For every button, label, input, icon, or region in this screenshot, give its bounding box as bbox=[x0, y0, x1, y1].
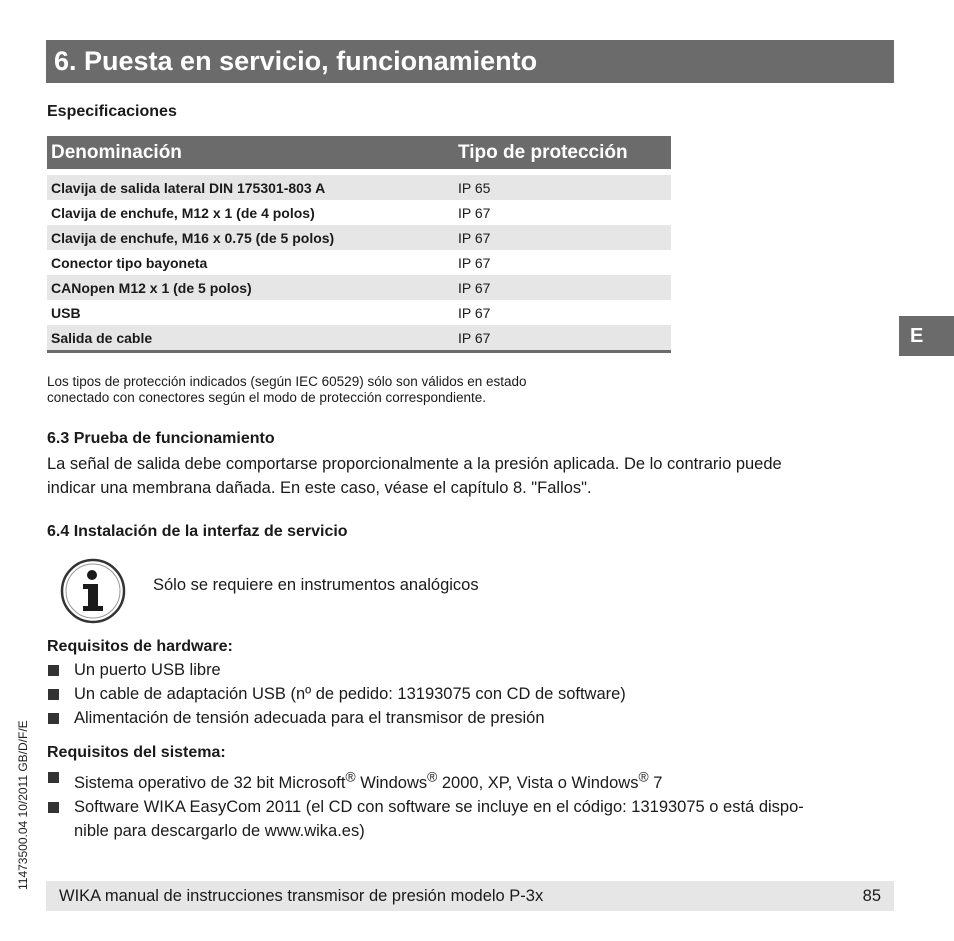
cell-denomination: Conector tipo bayoneta bbox=[51, 254, 208, 271]
bullet-square-icon bbox=[48, 802, 59, 813]
bullet-square-icon bbox=[48, 689, 59, 700]
table-row bbox=[47, 250, 671, 275]
cell-denomination: CANopen M12 x 1 (de 5 polos) bbox=[47, 275, 454, 300]
cell-protection: IP 67 bbox=[454, 325, 671, 352]
cell-protection: IP 67 bbox=[458, 204, 491, 221]
system-requirements-list bbox=[47, 765, 897, 843]
table-row bbox=[47, 275, 671, 300]
list-item-text: Un puerto USB libre bbox=[74, 661, 221, 679]
cell-protection: IP 67 bbox=[458, 254, 491, 271]
cell-denomination: Clavija de enchufe, M16 x 0.75 (de 5 polos) bbox=[47, 225, 454, 250]
hardware-requirements-heading: Requisitos de hardware: bbox=[47, 638, 233, 655]
table-header-row bbox=[47, 136, 671, 169]
text-line: La señal de salida debe comportarse proporcionalmente a la presión aplicada. De lo contrario puede bbox=[47, 455, 782, 473]
text-fragment: Windows bbox=[355, 773, 428, 792]
info-text: Sólo se requiere en instrumentos analógicos bbox=[153, 576, 479, 594]
note-line: conectado con conectores según el modo de protección correspondiente. bbox=[47, 390, 487, 405]
protection-table bbox=[47, 136, 671, 353]
text-fragment: Sistema operativo de 32 bit Microsoft bbox=[74, 773, 346, 792]
cell-protection: IP 67 bbox=[458, 304, 491, 321]
list-item bbox=[47, 795, 897, 843]
specifications-heading: Especificaciones bbox=[47, 103, 177, 120]
page-number: 85 bbox=[862, 887, 881, 905]
list-item-text bbox=[74, 769, 663, 792]
cell-protection: IP 67 bbox=[454, 225, 671, 250]
table-row bbox=[47, 300, 671, 325]
cell-denomination: Salida de cable bbox=[47, 325, 454, 352]
registered-mark: ® bbox=[638, 769, 649, 784]
info-icon bbox=[60, 558, 126, 629]
list-item bbox=[47, 658, 897, 682]
language-tab: E bbox=[899, 316, 954, 356]
section-6-4-heading: 6.4 Instalación de la interfaz de servicio bbox=[47, 523, 348, 540]
bullet-square-icon bbox=[48, 772, 59, 783]
system-requirements-heading: Requisitos del sistema: bbox=[47, 744, 226, 761]
list-item bbox=[47, 765, 897, 795]
footer-text: WIKA manual de instrucciones transmisor de presión modelo P-3x bbox=[59, 887, 544, 905]
table-row bbox=[47, 175, 671, 200]
section-6-3-heading: 6.3 Prueba de funcionamiento bbox=[47, 430, 275, 447]
table-row bbox=[47, 200, 671, 225]
text-line: indicar una membrana dañada. En este caso, véase el capítulo 8. "Fallos". bbox=[47, 479, 592, 497]
registered-mark: ® bbox=[427, 769, 438, 784]
list-item-text: Software WIKA EasyCom 2011 (el CD con software se incluye en el código: 13193075 o está dispo- bbox=[74, 797, 804, 816]
section-title: 6. Puesta en servicio, funcionamiento bbox=[46, 40, 894, 83]
text-fragment: 2000, XP, Vista o Windows bbox=[437, 773, 639, 792]
column-header-name: Denominación bbox=[47, 136, 454, 169]
note-line: Los tipos de protección indicados (según IEC 60529) sólo son válidos en estado bbox=[47, 374, 527, 389]
cell-protection: IP 67 bbox=[454, 275, 671, 300]
document-code: 11473500.04 10/2011 GB/D/F/E bbox=[16, 720, 30, 890]
list-item bbox=[47, 682, 897, 706]
list-item-text: Un cable de adaptación USB (nº de pedido: 13193075 con CD de software) bbox=[74, 685, 626, 703]
registered-mark: ® bbox=[345, 769, 356, 784]
table-row bbox=[47, 225, 671, 250]
cell-denomination: Clavija de enchufe, M12 x 1 (de 4 polos) bbox=[51, 204, 315, 221]
column-header-protection: Tipo de protección bbox=[454, 136, 671, 169]
list-item-text: Alimentación de tensión adecuada para el transmisor de presión bbox=[74, 709, 545, 727]
list-item-text: nible para descargarlo de www.wika.es) bbox=[74, 821, 365, 840]
hardware-requirements-list bbox=[47, 658, 897, 730]
bullet-square-icon bbox=[48, 713, 59, 724]
list-item bbox=[47, 706, 897, 730]
section-6-3-text bbox=[47, 452, 887, 500]
page-footer bbox=[46, 881, 894, 911]
cell-protection: IP 65 bbox=[454, 175, 671, 200]
protection-note bbox=[47, 374, 687, 406]
table-row bbox=[47, 325, 671, 352]
bullet-square-icon bbox=[48, 665, 59, 676]
text-fragment: 7 bbox=[648, 773, 663, 792]
cell-denomination: USB bbox=[51, 304, 81, 321]
cell-denomination: Clavija de salida lateral DIN 175301-803 A bbox=[47, 175, 454, 200]
